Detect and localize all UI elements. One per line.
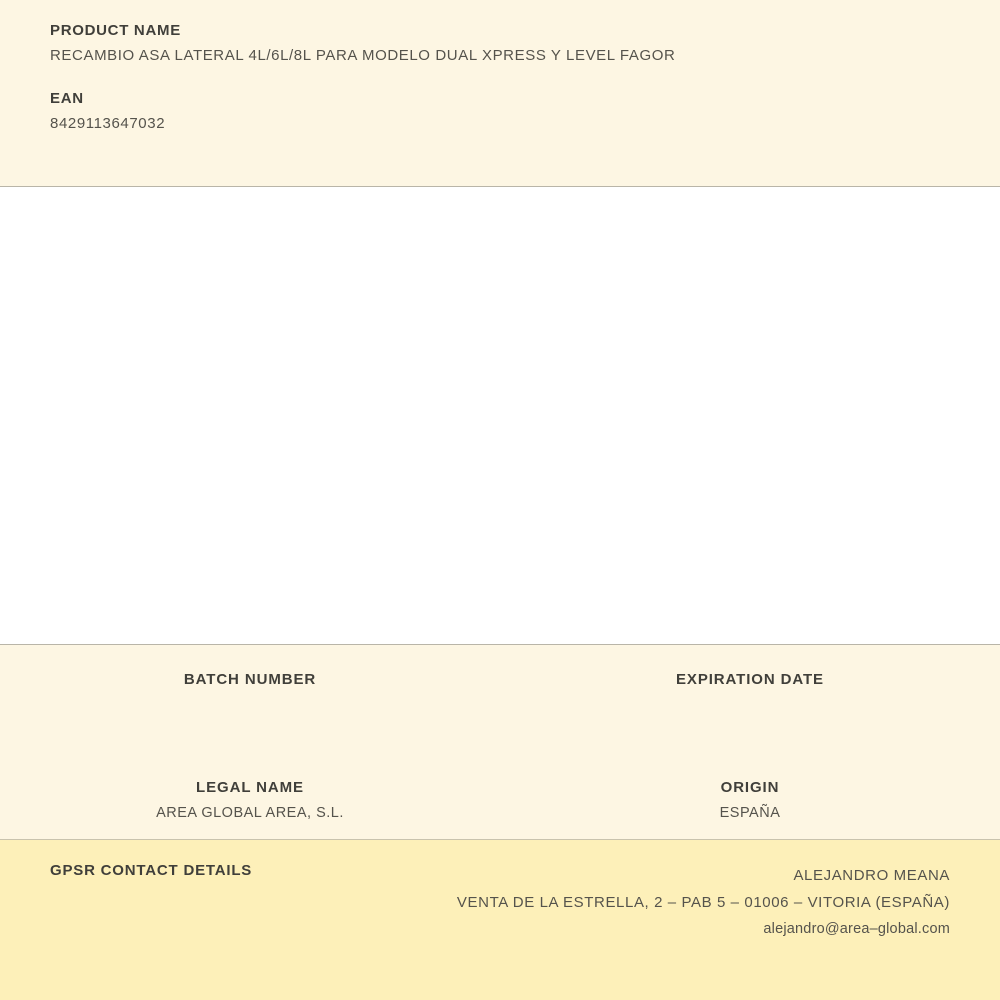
ean-group — [50, 90, 950, 132]
batch-origin-block — [0, 645, 1000, 840]
product-info-block — [0, 0, 1000, 187]
contact-name: ALEJANDRO MEANA — [793, 867, 950, 884]
legal-name-value: AREA GLOBAL AREA, S.L. — [156, 805, 344, 821]
gpsr-footer — [0, 840, 1000, 1000]
batch-number-cell — [0, 671, 500, 716]
legal-name-cell — [0, 779, 500, 824]
ean-value: 8429113647032 — [50, 115, 166, 132]
legal-name-label: LEGAL NAME — [196, 779, 304, 796]
product-name-group — [50, 22, 950, 64]
contact-email[interactable]: alejandro@area–global.com — [763, 921, 950, 937]
ean-label: EAN — [50, 90, 84, 107]
expiration-date-cell — [500, 671, 1000, 716]
batch-expiration-row — [0, 671, 1000, 716]
product-name-value: RECAMBIO ASA LATERAL 4L/6L/8L PARA MODELO DUAL XPRESS Y LEVEL FAGOR — [50, 47, 676, 64]
batch-number-value — [0, 697, 500, 716]
origin-cell — [500, 779, 1000, 824]
gpsr-contact-label: GPSR CONTACT DETAILS — [50, 862, 253, 879]
origin-value: ESPAÑA — [719, 805, 781, 821]
product-image-placeholder — [0, 187, 1000, 645]
batch-number-label: BATCH NUMBER — [183, 671, 317, 688]
origin-label: ORIGIN — [720, 779, 780, 796]
product-name-label: PRODUCT NAME — [50, 22, 181, 39]
gpsr-contact-details — [457, 862, 950, 943]
contact-address: VENTA DE LA ESTRELLA, 2 – PAB 5 – 01006 – VITORIA (ESPAÑA) — [456, 894, 950, 911]
expiration-date-label: EXPIRATION DATE — [676, 671, 824, 688]
legal-origin-row — [0, 779, 1000, 824]
expiration-date-value — [500, 697, 1000, 716]
